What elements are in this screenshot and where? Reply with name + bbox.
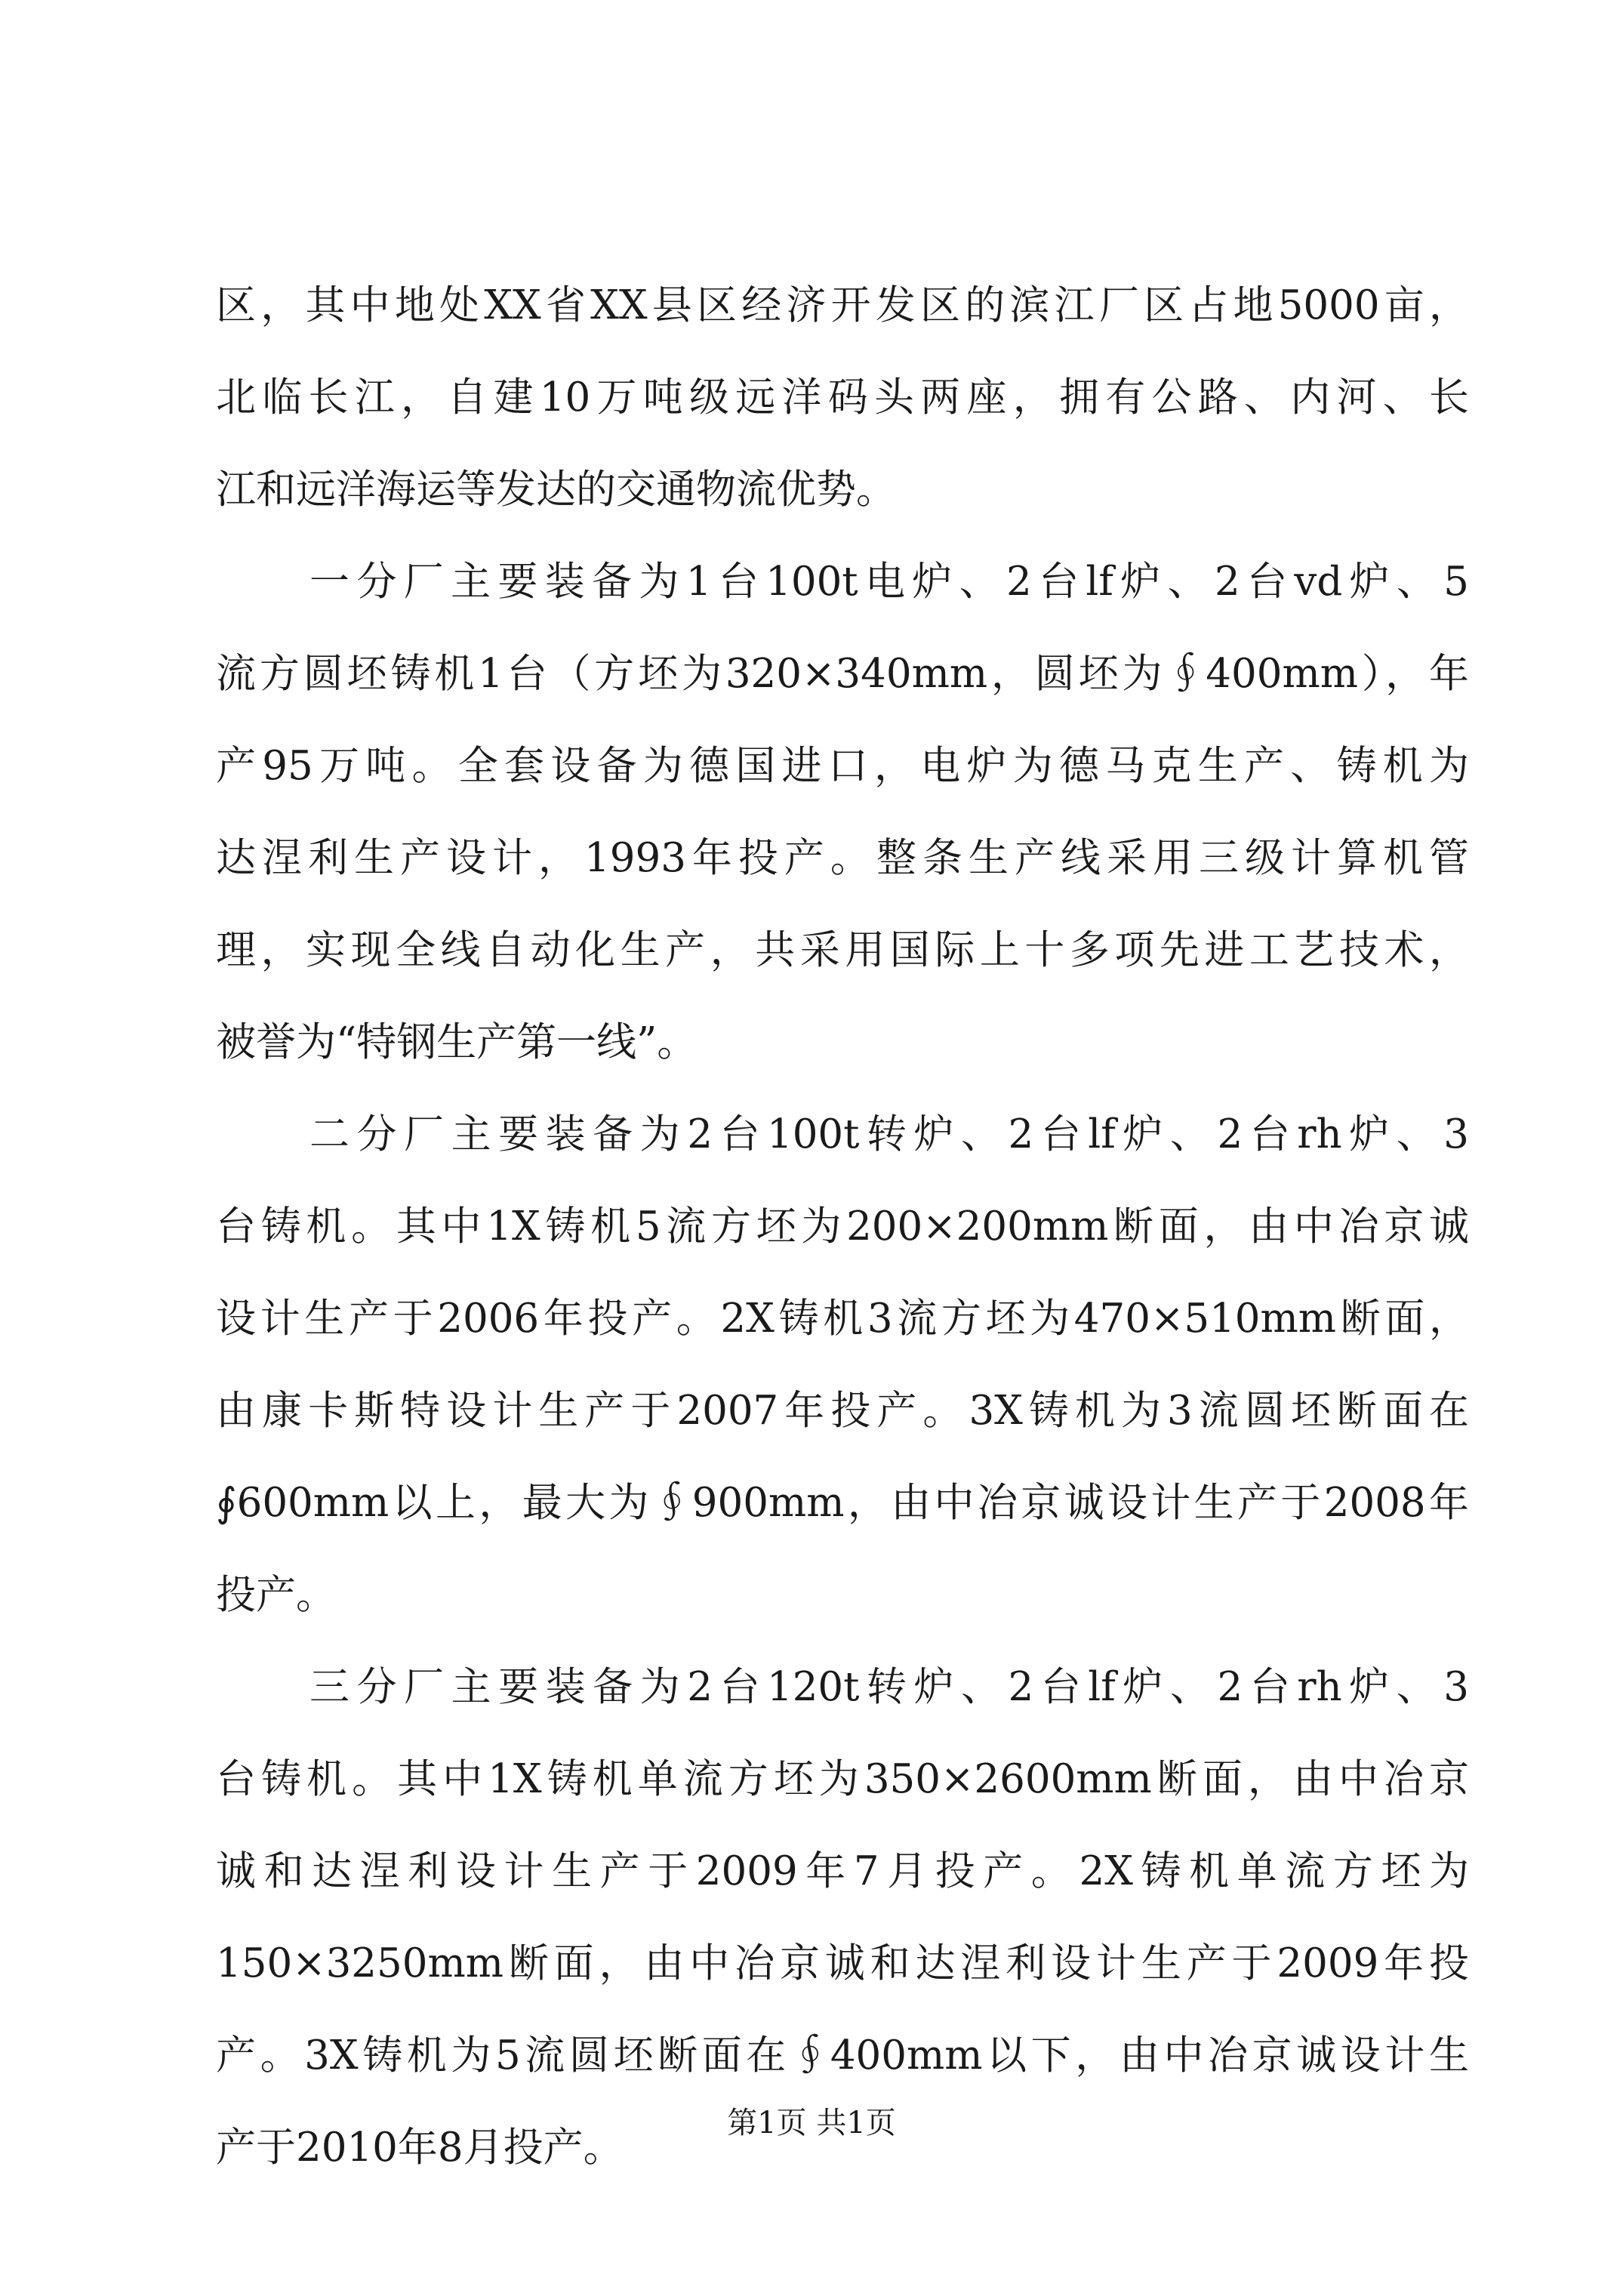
text-line: 产于2010年8月投产。 — [216, 2125, 624, 2171]
paragraph-first-line: 三分厂主要装备为2台120t转炉、2台lf炉、2台rh炉、3 — [310, 1664, 1469, 1710]
text-line: 江和远洋海运等发达的交通物流优势。 — [216, 467, 896, 513]
text-line: 投产。 — [216, 1572, 336, 1618]
text-line: 区，其中地处XX省XX县区经济开发区的滨江厂区占地5000亩， — [216, 282, 1469, 328]
text-line: 产。3X铸机为5流圆坯断面在∮400mm以下，由中冶京诚设计生 — [216, 2032, 1469, 2079]
text-line: 台铸机。其中1X铸机5流方坯为200×200mm断面，由中冶京诚 — [216, 1203, 1469, 1250]
text-line: 被誉为“特钢生产第一线”。 — [216, 1019, 698, 1065]
text-line: 150×3250mm断面，由中冶京诚和达涅利设计生产于2009年投 — [216, 1940, 1469, 1986]
text-line: 流方圆坯铸机1台（方坯为320×340mm，圆坯为∮400mm），年 — [216, 651, 1469, 697]
text-line: 诚和达涅利设计生产于2009年7月投产。2X铸机单流方坯为 — [216, 1848, 1469, 1894]
page-number: 第1页 共1页 — [727, 2106, 896, 2140]
paragraph-first-line: 一分厂主要装备为1台100t电炉、2台lf炉、2台vd炉、5 — [310, 559, 1469, 605]
page-footer — [0, 2102, 1623, 2144]
text-line: 达涅利生产设计，1993年投产。整条生产线采用三级计算机管 — [216, 835, 1469, 881]
text-line: ∮600mm以上，最大为∮900mm，由中冶京诚设计生产于2008年 — [216, 1480, 1469, 1526]
text-line: 由康卡斯特设计生产于2007年投产。3X铸机为3流圆坯断面在 — [216, 1388, 1469, 1434]
text-line: 北临长江，自建10万吨级远洋码头两座，拥有公路、内河、长 — [216, 374, 1469, 421]
text-line: 产95万吨。全套设备为德国进口，电炉为德马克生产、铸机为 — [216, 743, 1469, 789]
text-line: 理，实现全线自动化生产，共采用国际上十多项先进工艺技术， — [216, 927, 1469, 973]
document-body — [216, 260, 1469, 2194]
paragraph-first-line: 二分厂主要装备为2台100t转炉、2台lf炉、2台rh炉、3 — [310, 1111, 1469, 1157]
text-line: 设计生产于2006年投产。2X铸机3流方坯为470×510mm断面， — [216, 1296, 1469, 1342]
text-line: 台铸机。其中1X铸机单流方坯为350×2600mm断面，由中冶京 — [216, 1756, 1469, 1802]
